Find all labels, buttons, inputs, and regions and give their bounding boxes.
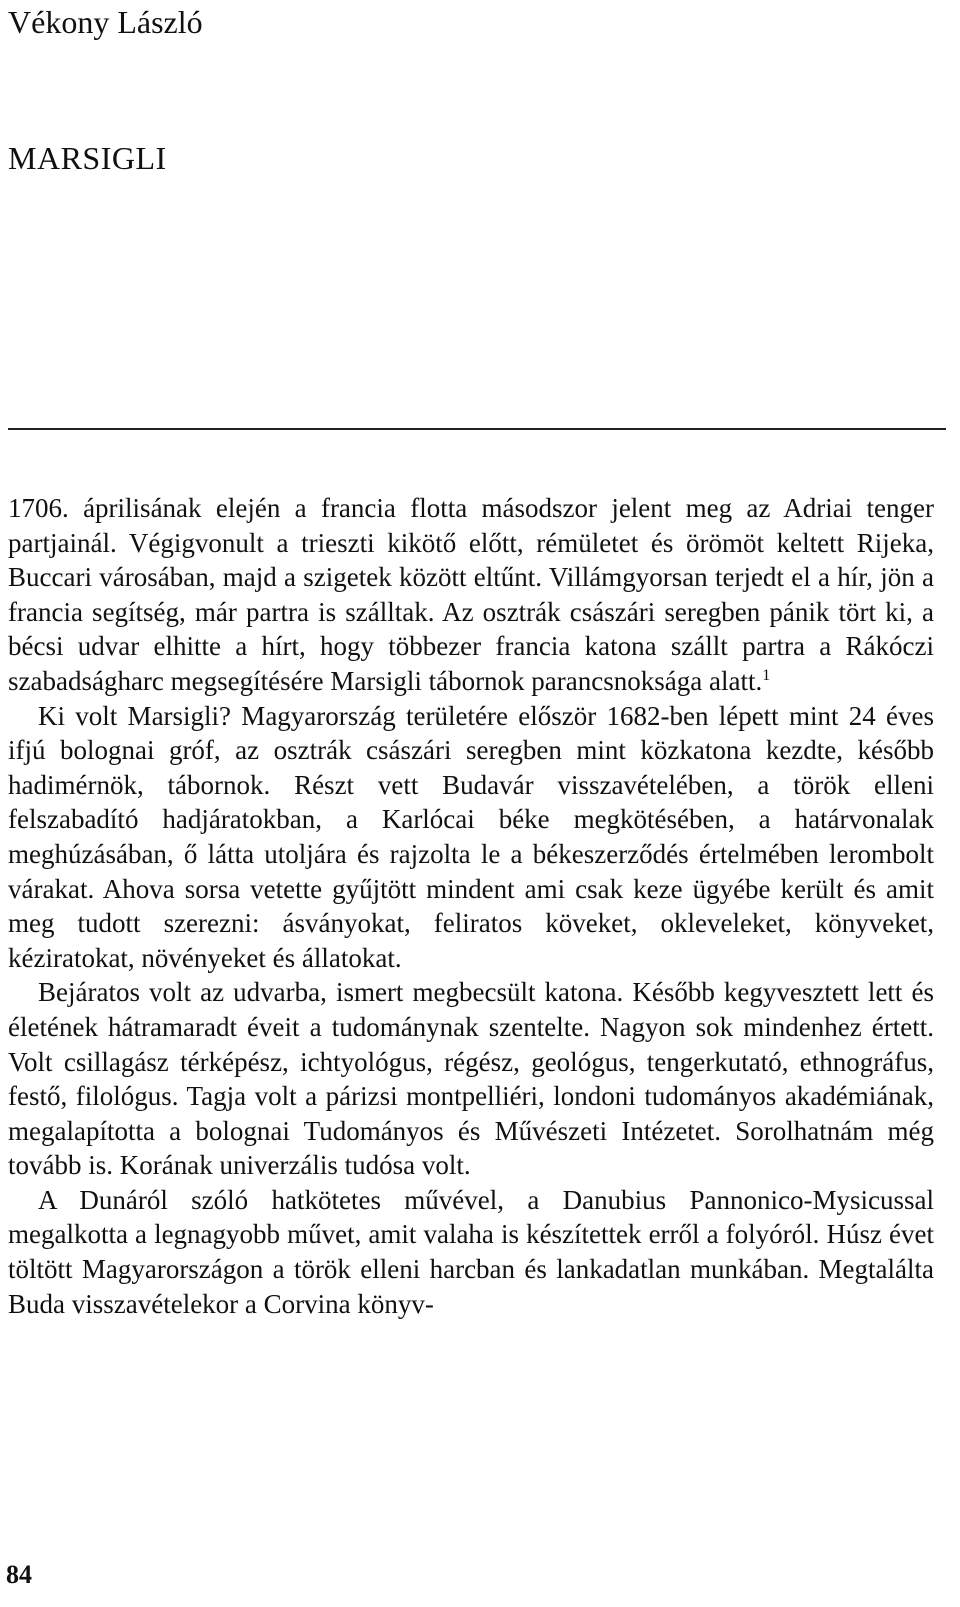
paragraph-3: Bejáratos volt az udvarba, ismert megbecsült katona. Később kegyvesztett lett és életének hátramaradt éveit a tudománynak szentelte. Nagyon sok mindenhez értett. Volt csillagász térképész, ichtyológus, régész, geológus, tengerkutató, ethnográfus, festő, filológus. Tagja volt a párizsi montpelliéri, londoni tudományos akadémiának, megalapította a bolognai Tudományos és Művészeti Intézetet. Sorolhatnám még tovább is. Korának univerzális tudósa volt. [8,977,934,1181]
page-number: 84 [6,1560,32,1589]
paragraph-2: Ki volt Marsigli? Magyarország területére először 1682-ben lépett mint 24 éves ifjú bolognai gróf, az osztrák császári seregben mint közkatona kezdte, később hadimérnök, tábornok. Részt vett Budavár visszavételében, a török elleni felszabadító hadjáratokban, a Karlócai béke megkötésében, a határvonalak meghúzásában, ő látta utoljára és rajzolta le a békeszerződés értelmében lerombolt várakat. Ahova sorsa vetette gyűjtött mindent ami csak keze ügyébe került és amit meg tudott szerezni: ásványokat, feliratos köveket, okleveleket, könyveket, kéziratokat, növényeket és állatokat. [8,700,934,973]
paragraph-4: A Dunáról szóló hatkötetes művével, a Danubius Pannonico-Mysicussal megalkotta a legnagyobb művet, amit valaha is készítettek erről a folyóról. Húsz évet töltött Magyarországon a török elleni harcban és lankadatlan munkában. Megtalálta Buda visszavételekor a Corvina könyv- [8,1184,934,1319]
chapter-title: MARSIGLI [8,140,167,176]
paragraph-1-text: 1706. áprilisának elején a francia flotta másodszor jelent meg az Adriai tenger partjainál. Végigvonult a trieszti kikötő előtt, rémületet és örömöt keltett Rijeka, Buccari városában, majd a szigetek között eltűnt. Villámgyorsan terjedt el a hír, jön a francia segítség, már partra is szálltak. Az osztrák császári seregben pánik tört ki, a bécsi udvar elhitte a hírt, hogy többezer francia katona szállt partra a Rákóczi szabadságharc megsegítésére Marsigli tábornok parancsnoksága alatt. [8,493,934,696]
footnote-mark: 1 [762,666,771,684]
horizontal-rule [8,428,946,430]
paragraph-1 [8,491,934,699]
body-text [8,491,934,1321]
author-name: Vékony László [8,4,203,40]
